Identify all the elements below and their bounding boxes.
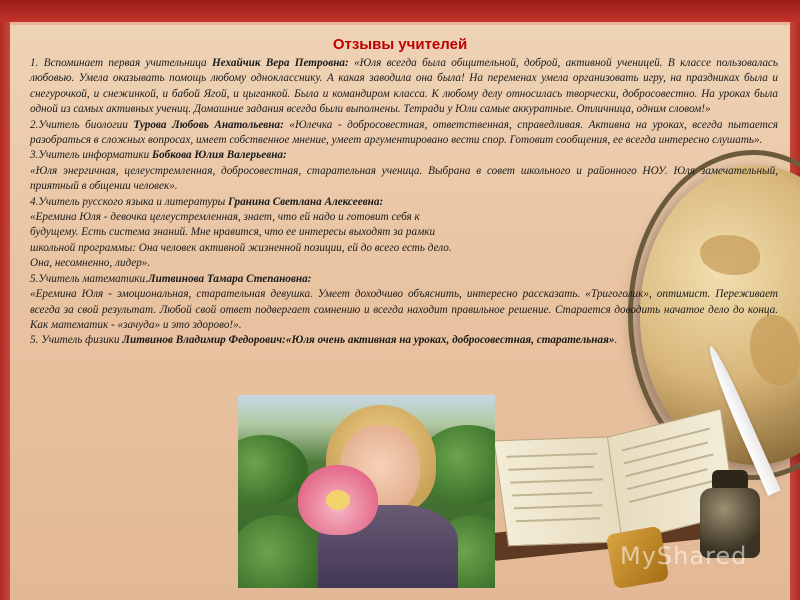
top-band-edge — [0, 22, 800, 25]
review-text: «Юля энергичная, целеустремленная, добросовестная, старательная ученица. Выбрана в совет школьного и районного НОУ. Юля замечательный, приятный в общении человек». — [30, 164, 778, 193]
review-prefix: 1. Вспоминает первая учительница — [30, 57, 212, 69]
review-paragraph — [30, 118, 778, 149]
student-photo — [238, 395, 495, 588]
review-text: «Еремина Юля - эмоциональная, старательная девушка. Умеет доходчиво объяснить, интересно рассказать. «Тригоголик», оптимист. Переживает всегда за свой результат. Любой свой ответ подвергает сомнению и всегда находит правильное решение. Старается доводить начатое дело до конца. Как математик - «зачуда» и это здорово!». — [30, 288, 778, 331]
review-prefix: 2.Учитель биологии — [30, 118, 134, 131]
review-paragraph — [30, 164, 778, 195]
review-prefix: 3.Учитель информатики — [30, 149, 152, 162]
slide-title: Отзывы учителей — [332, 36, 468, 53]
review-paragraph — [30, 210, 460, 272]
teacher-name: Литвинов Владимир Федорович:«Юля очень активная на уроках, добросовестная, старательная» — [122, 334, 615, 347]
book-left-page — [493, 436, 625, 546]
review-text: «Юлечка - добросовестная, ответственная, справедливая. Активна на уроках, всегда пытается разобраться в сложных вопросах, имеет собственное мнение, умеет аргументировано вести спор. Готовит сообщения, ее всегда интересно слушать». — [30, 118, 778, 147]
left-decorative-band — [0, 22, 10, 600]
review-prefix: 4.Учитель русского языка и литературы — [30, 195, 229, 208]
review-text: «Еремина Юля - девочка целеустремленная, знает, что ей надо и готовит себя к будущему. Есть система знаний. Мне нравится, что ее интересы выходят за рамки школьной программы: Она человек активной жизненной позиции, ей до всего есть дело. Она, несомненно, лидер». — [30, 211, 452, 270]
review-text: «Юля всегда была общительной, доброй, активной ученицей. В классе пользовалась любовью. Умела оказывать помощь любому однокласснику. А какая заводила она была! На переменах умела организовать игру, на праздниках была и снегурочкой, и снежинкой, и бабой Ягой, и цыганкой. Была и командиром класса. К любому делу относилась творчески, добросовестно. На уроках была одной из самых активных учениц. Домашние задания всегда были выполнены. Тетради у Юли самые аккуратные. Отличница, одним словом!» — [30, 57, 778, 116]
review-paragraph — [30, 56, 778, 118]
teacher-name: Турова Любовь Анатольевна: — [133, 118, 284, 131]
review-paragraph — [30, 195, 778, 210]
watermark-logo: MyShared — [620, 542, 748, 570]
reviews-text — [30, 56, 778, 349]
teacher-name: Нехайчик Вера Петровна: — [211, 57, 349, 69]
review-paragraph — [30, 272, 778, 287]
review-paragraph — [30, 148, 778, 163]
review-prefix: 5.Учитель математики. — [30, 272, 148, 285]
lotus-center — [326, 490, 350, 510]
review-paragraph — [30, 333, 778, 348]
review-prefix: 5. Учитель физики — [30, 334, 123, 347]
review-text: . — [614, 334, 618, 347]
teacher-name: Литвинова Тамара Степановна: — [147, 272, 312, 285]
teacher-name: Бобкова Юлия Валерьевна: — [151, 149, 287, 162]
top-decorative-band — [0, 0, 800, 22]
teacher-name: Гранина Светлана Алексеевна: — [228, 195, 384, 208]
review-paragraph — [30, 287, 778, 333]
